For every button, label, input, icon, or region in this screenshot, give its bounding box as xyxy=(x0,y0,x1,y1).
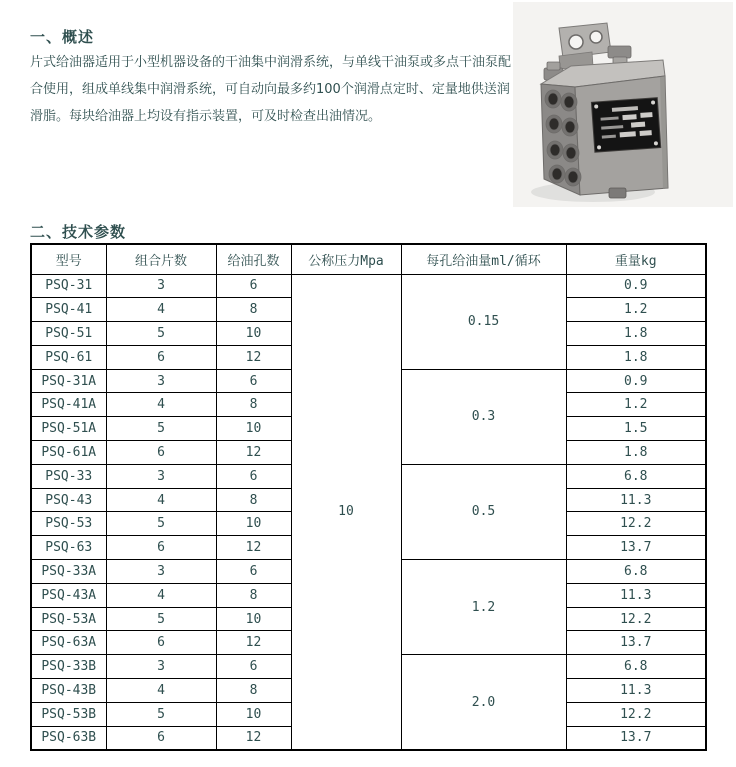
specs-heading: 二、技术参数 xyxy=(30,223,127,241)
cell-pieces: 4 xyxy=(106,583,216,607)
cell-model: PSQ-43 xyxy=(31,488,106,512)
cell-weight: 11.3 xyxy=(566,583,706,607)
cell-weight: 0.9 xyxy=(566,369,706,393)
cell-holes: 10 xyxy=(216,607,291,631)
cell-model: PSQ-51 xyxy=(31,322,106,346)
nameplate xyxy=(591,98,660,152)
cell-oil: 2.0 xyxy=(401,655,566,750)
cell-holes: 10 xyxy=(216,322,291,346)
cell-holes: 12 xyxy=(216,631,291,655)
cell-pieces: 6 xyxy=(106,726,216,750)
cell-holes: 10 xyxy=(216,417,291,441)
cell-model: PSQ-61A xyxy=(31,441,106,465)
cell-weight: 13.7 xyxy=(566,631,706,655)
cell-pieces: 5 xyxy=(106,322,216,346)
cell-model: PSQ-41 xyxy=(31,298,106,322)
cell-holes: 10 xyxy=(216,702,291,726)
product-photo xyxy=(513,2,733,207)
cell-holes: 10 xyxy=(216,512,291,536)
cell-pieces: 6 xyxy=(106,631,216,655)
cell-holes: 6 xyxy=(216,655,291,679)
oil-distributor-image xyxy=(513,2,733,207)
cell-weight: 13.7 xyxy=(566,726,706,750)
cell-holes: 8 xyxy=(216,298,291,322)
overview-heading: 一、概述 xyxy=(30,28,95,46)
cell-model: PSQ-63 xyxy=(31,536,106,560)
cell-pieces: 5 xyxy=(106,417,216,441)
cell-model: PSQ-53 xyxy=(31,512,106,536)
cell-model: PSQ-63A xyxy=(31,631,106,655)
cell-weight: 1.8 xyxy=(566,441,706,465)
cell-weight: 1.2 xyxy=(566,393,706,417)
cell-holes: 8 xyxy=(216,393,291,417)
cell-model: PSQ-33B xyxy=(31,655,106,679)
cell-holes: 12 xyxy=(216,345,291,369)
col-header-weight: 重量kg xyxy=(566,244,706,274)
cell-holes: 12 xyxy=(216,536,291,560)
cell-holes: 8 xyxy=(216,488,291,512)
cell-pieces: 5 xyxy=(106,512,216,536)
cell-oil: 0.15 xyxy=(401,274,566,369)
cell-model: PSQ-33 xyxy=(31,464,106,488)
cell-pieces: 3 xyxy=(106,464,216,488)
cell-pieces: 3 xyxy=(106,560,216,584)
col-header-model: 型号 xyxy=(31,244,106,274)
cell-pieces: 5 xyxy=(106,607,216,631)
cell-pieces: 4 xyxy=(106,679,216,703)
cell-weight: 12.2 xyxy=(566,702,706,726)
cell-holes: 6 xyxy=(216,464,291,488)
cell-pieces: 3 xyxy=(106,655,216,679)
cell-holes: 6 xyxy=(216,369,291,393)
cell-holes: 8 xyxy=(216,679,291,703)
cell-oil: 0.3 xyxy=(401,369,566,464)
col-header-pieces: 组合片数 xyxy=(106,244,216,274)
col-header-holes: 给油孔数 xyxy=(216,244,291,274)
cell-weight: 12.2 xyxy=(566,607,706,631)
cell-holes: 6 xyxy=(216,560,291,584)
cell-weight: 1.8 xyxy=(566,322,706,346)
table-row xyxy=(31,274,706,298)
cell-model: PSQ-43B xyxy=(31,679,106,703)
cell-pieces: 3 xyxy=(106,274,216,298)
cell-holes: 6 xyxy=(216,274,291,298)
table-header-row xyxy=(31,244,706,274)
cell-pieces: 4 xyxy=(106,298,216,322)
cell-weight: 0.9 xyxy=(566,274,706,298)
cell-model: PSQ-33A xyxy=(31,560,106,584)
cell-pieces: 3 xyxy=(106,369,216,393)
cell-holes: 8 xyxy=(216,583,291,607)
cell-pieces: 6 xyxy=(106,345,216,369)
cell-weight: 12.2 xyxy=(566,512,706,536)
cell-weight: 11.3 xyxy=(566,488,706,512)
cell-weight: 6.8 xyxy=(566,560,706,584)
cell-oil: 1.2 xyxy=(401,560,566,655)
cell-pressure: 10 xyxy=(291,274,401,750)
cell-oil: 0.5 xyxy=(401,464,566,559)
col-header-pressure: 公称压力Mpa xyxy=(291,244,401,274)
cell-model: PSQ-53B xyxy=(31,702,106,726)
cell-weight: 1.2 xyxy=(566,298,706,322)
cell-model: PSQ-31A xyxy=(31,369,106,393)
col-header-oil: 每孔给油量ml/循环 xyxy=(401,244,566,274)
specs-table xyxy=(30,243,707,751)
cell-model: PSQ-51A xyxy=(31,417,106,441)
cell-pieces: 6 xyxy=(106,536,216,560)
cell-model: PSQ-61 xyxy=(31,345,106,369)
cell-weight: 13.7 xyxy=(566,536,706,560)
cell-weight: 6.8 xyxy=(566,655,706,679)
cell-model: PSQ-41A xyxy=(31,393,106,417)
cell-pieces: 4 xyxy=(106,488,216,512)
cell-weight: 1.8 xyxy=(566,345,706,369)
overview-paragraph: 片式给油器适用于小型机器设备的干油集中润滑系统，与单线干油泵或多点干油泵配合使用，组成单线集中润滑系统，可自动向最多约100个润滑点定时、定量地供送润滑脂。每块给油器上均设有指示装置，可及时检查出油情况。 xyxy=(30,55,512,124)
cell-model: PSQ-53A xyxy=(31,607,106,631)
cell-pieces: 5 xyxy=(106,702,216,726)
cell-model: PSQ-43A xyxy=(31,583,106,607)
cell-pieces: 6 xyxy=(106,441,216,465)
cell-holes: 12 xyxy=(216,726,291,750)
cell-model: PSQ-31 xyxy=(31,274,106,298)
cell-weight: 1.5 xyxy=(566,417,706,441)
cell-weight: 11.3 xyxy=(566,679,706,703)
cell-pieces: 4 xyxy=(106,393,216,417)
cell-holes: 12 xyxy=(216,441,291,465)
cell-model: PSQ-63B xyxy=(31,726,106,750)
cell-weight: 6.8 xyxy=(566,464,706,488)
